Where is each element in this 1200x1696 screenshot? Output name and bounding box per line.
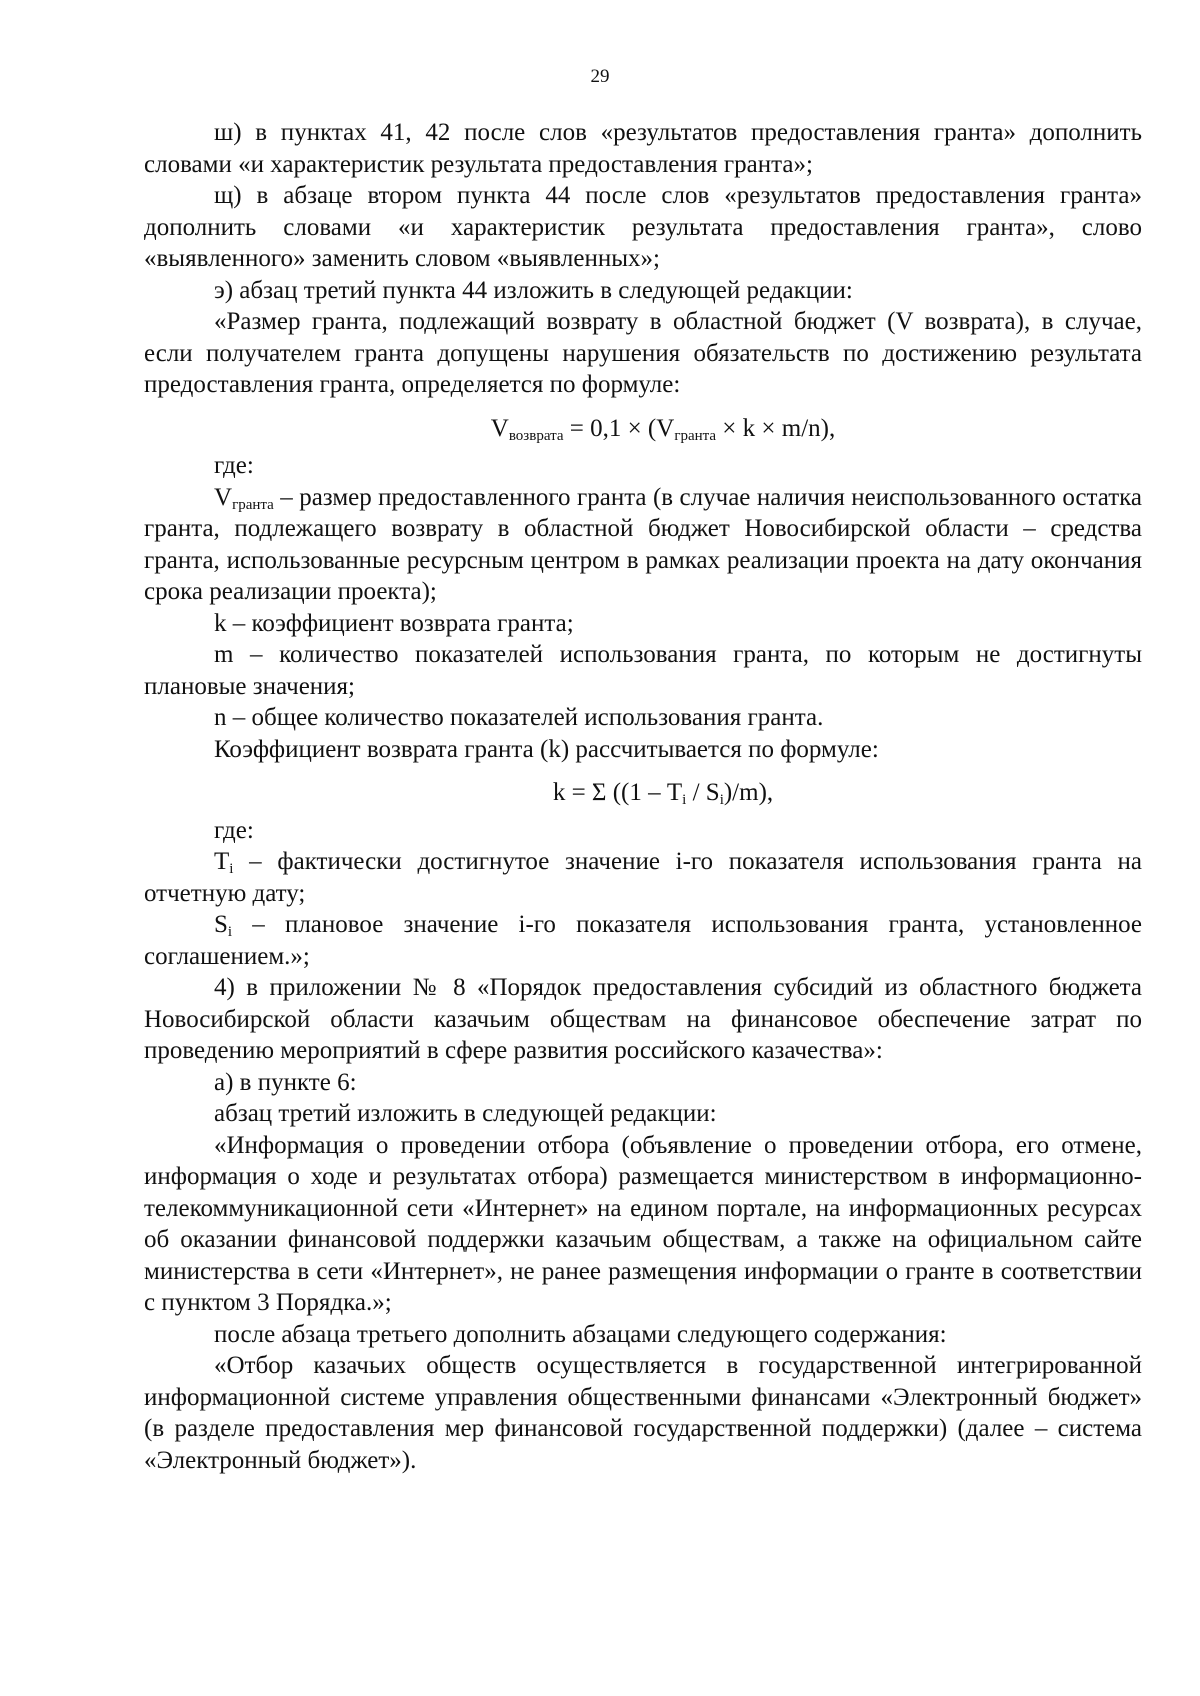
formula-v-sub-grant: гранта <box>674 427 717 444</box>
definition-k: k – коэффициент возврата гранта; <box>214 609 574 637</box>
paragraph-third-abzac: абзац третий изложить в следующей редакции: <box>214 1100 717 1127</box>
definition-ti-text: – фактически достигнутое значение i-го показателя использования гранта на отчетную дату; <box>144 848 1142 907</box>
where-label-1: где: <box>214 452 254 479</box>
formula-k-sub-s: i <box>719 792 724 808</box>
formula-k-mid: / S <box>686 779 720 806</box>
formula-v-return <box>144 413 1142 445</box>
formula-k <box>144 777 1142 809</box>
formula-v-base: V <box>490 414 509 442</box>
formula-v-sub-return: возврата <box>508 427 564 444</box>
paragraph-sh: ш) в пунктах 41, 42 после слов «результатов предоставления гранта» дополнить словами «и характеристик результата предоставления гранта»; <box>144 119 1142 178</box>
definition-ti <box>144 846 1142 909</box>
formula-v-tail: × k × m/n), <box>716 414 836 442</box>
paragraph-point-6: а) в пункте 6: <box>214 1068 357 1096</box>
definition-ti-sub: i <box>229 861 234 877</box>
definition-v-grant-base: V <box>214 483 233 511</box>
definition-n: n – общее количество показателей использования гранта. <box>214 704 824 731</box>
definition-v-grant-sub: гранта <box>232 496 274 513</box>
paragraph-appendix-8: 4) в приложении № 8 «Порядок предоставления субсидий из областного бюджета Новосибирской области казачьим обществам на финансовое обеспечение затрат по проведению мероприятий в сфере развития российского казачества»: <box>144 974 1142 1064</box>
definition-si <box>144 909 1142 972</box>
formula-k-text: k = Σ ((1 – T <box>552 779 683 806</box>
definition-m: m – количество показателей использования гранта, по которым не достигнуты плановые значения; <box>144 641 1142 700</box>
definition-si-sub: i <box>227 924 233 940</box>
formula-v-mid: = 0,1 × (V <box>563 414 675 442</box>
where-label-2: где: <box>214 816 254 844</box>
definition-si-text: – плановое значение i-го показателя использования гранта, установленное соглашением.»; <box>144 911 1142 970</box>
definition-ti-base: T <box>214 848 230 875</box>
paragraph-selection-system: «Отбор казачьих обществ осуществляется в государственной интегрированной информационной системе управления общественными финансами «Электронный бюджет» (в разделе предоставления мер финансовой государственной поддержки) (далее – система «Электронный бюджет»). <box>144 1352 1142 1474</box>
k-intro: Коэффициент возврата гранта (k) рассчитывается по формуле: <box>214 735 879 763</box>
paragraph-grant-size: «Размер гранта, подлежащий возврату в областной бюджет (V возврата), в случае, если получателем гранта допущены нарушения обязательств по достижению результата предоставления гранта, определяется по формуле: <box>144 308 1142 398</box>
formula-k-sub-t: i <box>682 792 687 808</box>
definition-v-grant <box>144 482 1142 608</box>
formula-k-tail: )/m), <box>723 779 774 806</box>
definition-si-base: S <box>214 911 228 938</box>
paragraph-e: э) абзац третий пункта 44 изложить в следующей редакции: <box>214 276 853 304</box>
document-body <box>144 117 1142 1476</box>
paragraph-selection-info: «Информация о проведении отбора (объявление о проведении отбора, его отмене, информация о ходе и результатах отбора) размещается министерством в информационно-телекоммуникационной сети «Интернет» на едином портале, на информационных ресурсах об оказании финансовой поддержки казачьим обществам, а также на официальном сайте министерства в сети «Интернет», не ранее размещения информации о гранте в соответствии с пунктом 3 Порядка.»; <box>144 1131 1142 1316</box>
page-number: 29 <box>590 66 610 87</box>
paragraph-shch: щ) в абзаце втором пункта 44 после слов «результатов предоставления гранта» дополнить словами «и характеристик результата предоставления гранта», слово «выявленного» заменить словом «выявленных»; <box>144 182 1142 272</box>
paragraph-after-third: после абзаца третьего дополнить абзацами следующего содержания: <box>214 1320 947 1348</box>
definition-v-grant-text: – размер предоставленного гранта (в случае наличия неиспользованного остатка гранта, подлежащего возврату в областной бюджет Новосибирской области – средства гранта, использованные ресурсным центром в рамках реализации проекта на дату окончания срока реализации проекта); <box>144 483 1142 605</box>
